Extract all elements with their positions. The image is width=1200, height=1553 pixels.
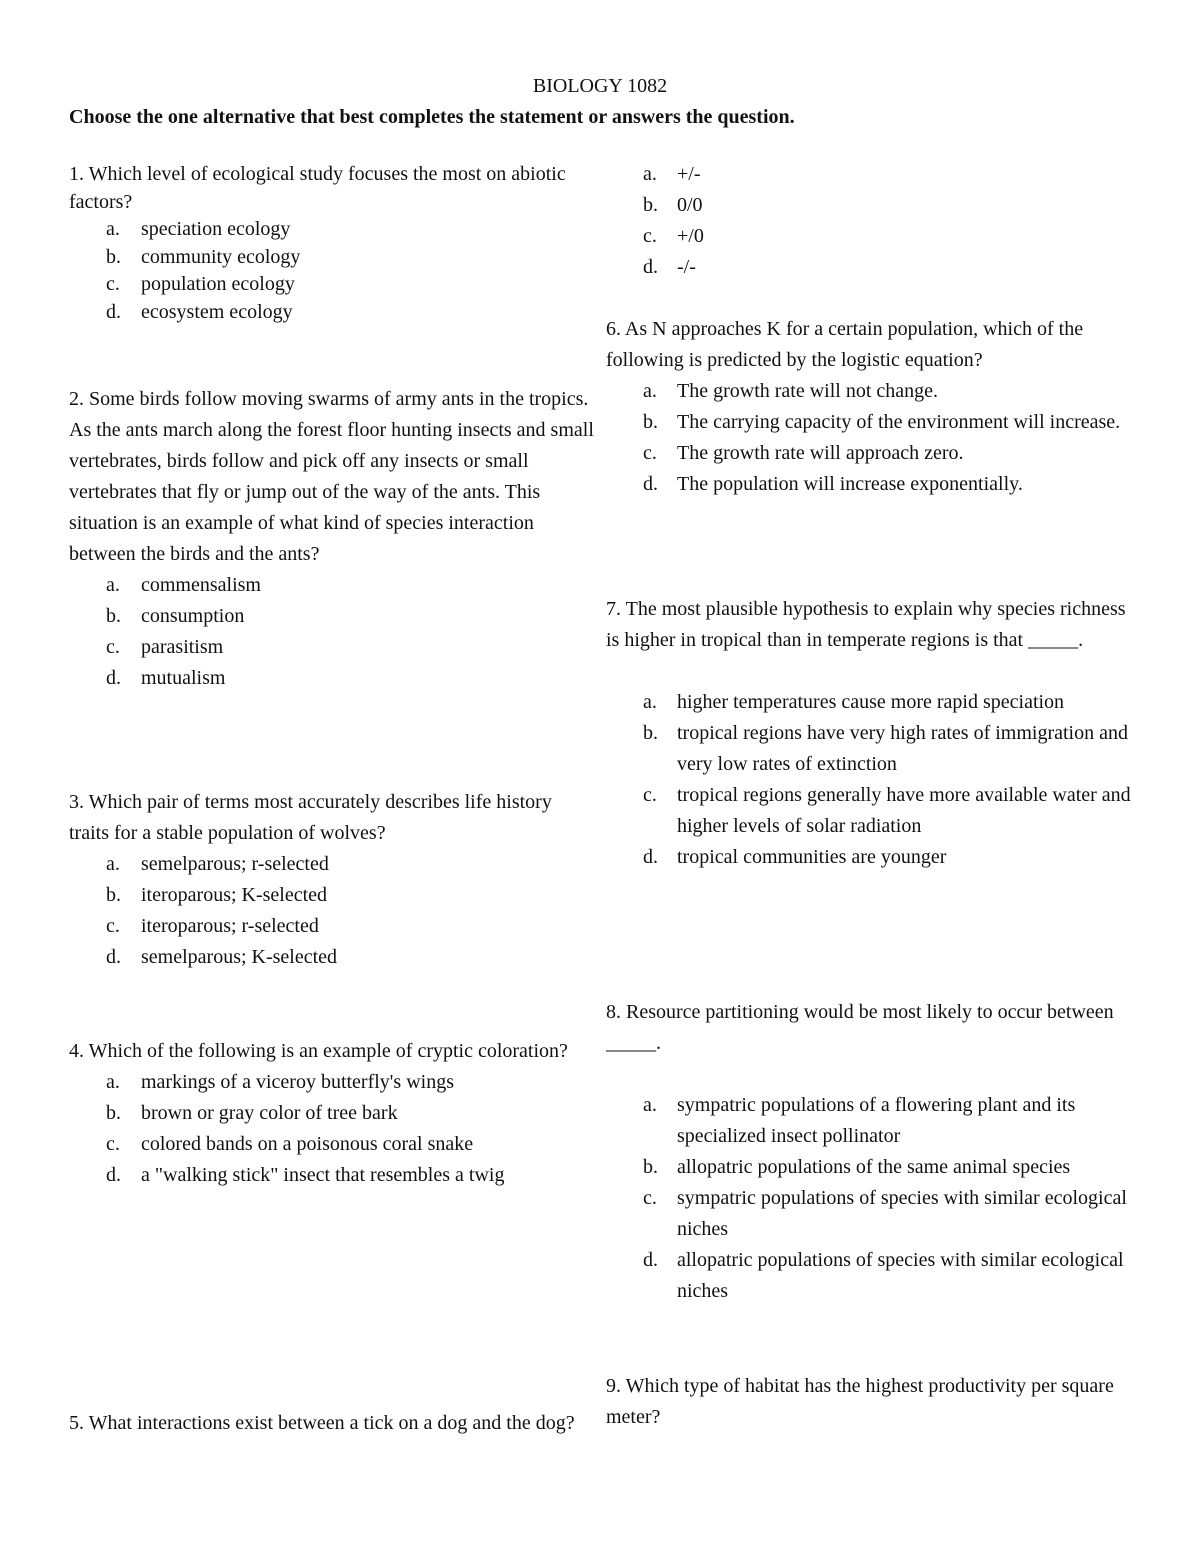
question-stem: 9. Which type of habitat has the highest productivity per square meter? [606, 1375, 1114, 1428]
question-6 [606, 314, 1136, 500]
option-b: b. brown or gray color of tree bark [106, 1102, 398, 1124]
page-title: BIOLOGY 1082 [532, 75, 668, 97]
question-3 [69, 787, 594, 973]
question-7 [606, 594, 1136, 873]
option-c: c. The growth rate will approach zero. [643, 442, 964, 464]
option-c: c. sympatric populations of species with similar ecological niches [643, 1187, 1127, 1240]
option-list [606, 159, 1136, 283]
question-stem: 5. What interactions exist between a tick on a dog and the dog? [69, 1412, 575, 1434]
option-d: d. tropical communities are younger [643, 846, 947, 868]
question-1 [69, 161, 594, 326]
question-stem: 1. Which level of ecological study focuses the most on abiotic factors? [69, 163, 566, 213]
option-b: b. community ecology [106, 245, 301, 268]
question-stem: 6. As N approaches K for a certain population, which of the following is predicted by the logistic equation? [606, 318, 1084, 371]
question-5-options [606, 159, 1136, 283]
option-a: a. higher temperatures cause more rapid speciation [643, 691, 1065, 713]
instructions: Choose the one alternative that best completes the statement or answers the question. [69, 106, 795, 128]
option-d: d. ecosystem ecology [106, 300, 293, 323]
option-a: a. sympatric populations of a flowering plant and its specialized insect pollinator [643, 1094, 1076, 1147]
option-list [69, 570, 594, 694]
question-stem: 8. Resource partitioning would be most likely to occur between _____. [606, 1001, 1114, 1054]
option-a: a. markings of a viceroy butterfly's wings [106, 1071, 454, 1093]
option-b: b. tropical regions have very high rates of immigration and very low rates of extinction [643, 722, 1128, 775]
option-list [606, 376, 1136, 500]
option-c: c. tropical regions generally have more available water and higher levels of solar radiation [643, 784, 1131, 837]
question-stem: 7. The most plausible hypothesis to explain why species richness is higher in tropical than in temperate regions is that _____. [606, 598, 1126, 651]
option-list [606, 1090, 1136, 1307]
option-a: a. speciation ecology [106, 218, 291, 240]
option-c: c. population ecology [106, 273, 295, 295]
option-b: b. consumption [106, 605, 245, 627]
option-d: d. The population will increase exponentially. [643, 473, 1023, 495]
option-c: c. +/0 [643, 225, 704, 247]
option-b: b. allopatric populations of the same animal species [643, 1156, 1071, 1178]
option-d: d. -/- [643, 256, 696, 278]
option-d: d. allopatric populations of species with similar ecological niches [643, 1249, 1124, 1302]
option-c: c. iteroparous; r-selected [106, 915, 319, 937]
question-5 [69, 1408, 594, 1439]
option-b: b. iteroparous; K-selected [106, 884, 328, 906]
option-c: c. parasitism [106, 636, 224, 658]
question-stem: 4. Which of the following is an example of cryptic coloration? [69, 1040, 568, 1062]
question-stem: 2. Some birds follow moving swarms of army ants in the tropics. As the ants march along the forest floor hunting insects and small vertebrates, birds follow and pick off any insects or small vertebrates that fly or jump out of the way of the ants. This situation is an example of what kind of species interaction between the birds and the ants? [69, 388, 594, 565]
option-list [69, 216, 594, 326]
option-a: a. commensalism [106, 574, 261, 596]
option-d: d. mutualism [106, 667, 226, 689]
option-b: b. The carrying capacity of the environment will increase. [643, 411, 1121, 433]
question-9 [606, 1371, 1136, 1433]
option-list [69, 849, 594, 973]
option-list [606, 687, 1136, 873]
option-a: a. +/- [643, 163, 701, 185]
question-2 [69, 384, 594, 694]
option-d: d. a "walking stick" insect that resembles a twig [106, 1164, 505, 1186]
question-8 [606, 997, 1136, 1307]
option-list [69, 1067, 594, 1191]
option-b: b. 0/0 [643, 194, 703, 216]
option-a: a. semelparous; r-selected [106, 853, 329, 875]
option-c: c. colored bands on a poisonous coral snake [106, 1133, 474, 1155]
question-4 [69, 1036, 594, 1191]
option-d: d. semelparous; K-selected [106, 946, 338, 968]
question-stem: 3. Which pair of terms most accurately describes life history traits for a stable population of wolves? [69, 791, 552, 844]
option-a: a. The growth rate will not change. [643, 380, 939, 402]
